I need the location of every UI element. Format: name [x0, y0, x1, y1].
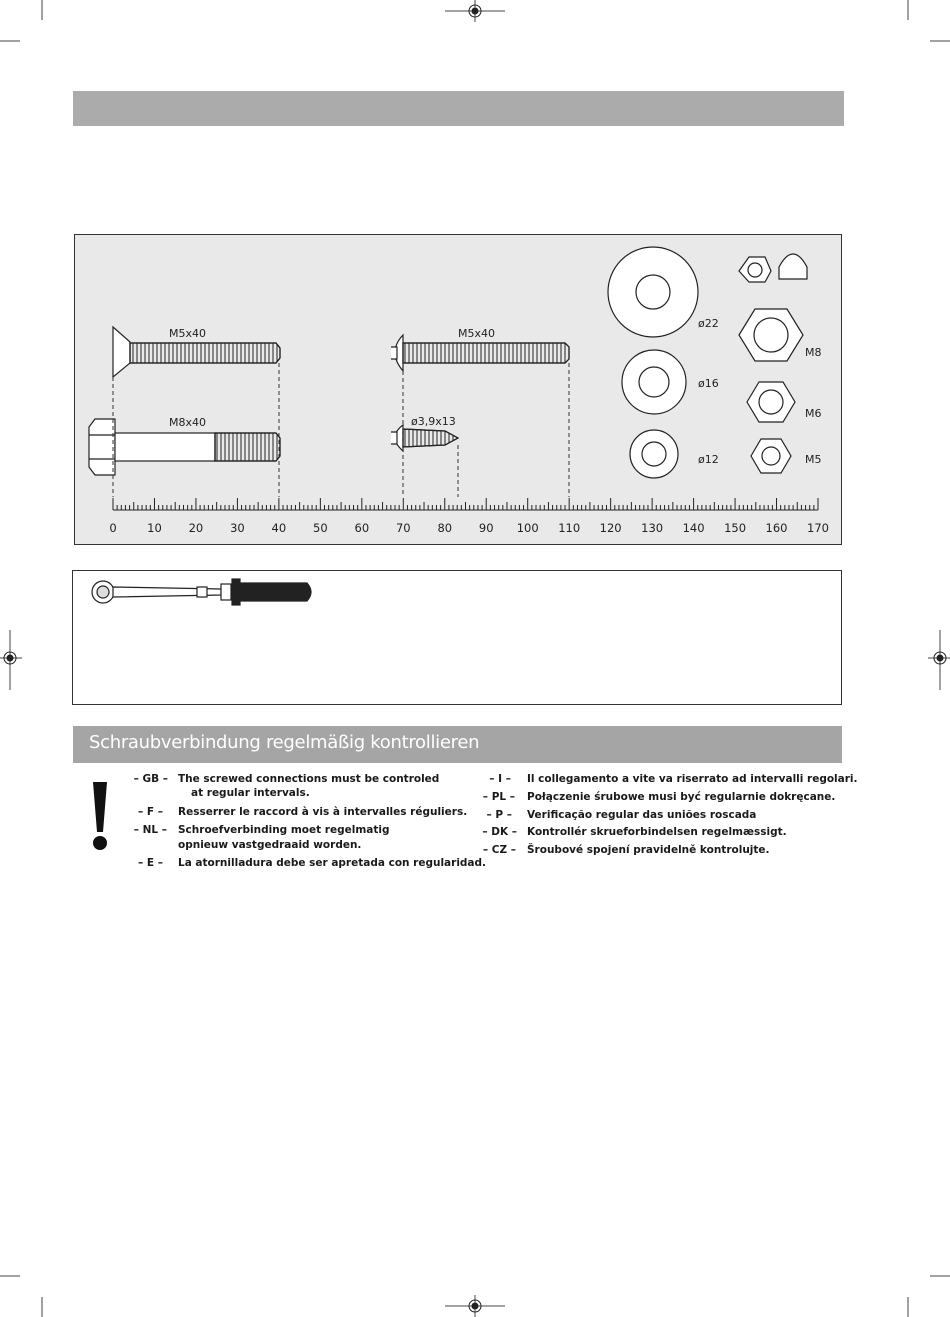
ruler — [113, 498, 818, 510]
washer-small — [630, 430, 678, 478]
ruler-tick-label: 150 — [724, 521, 747, 535]
instruction-text: The screwed connections must be controled — [178, 773, 440, 785]
label-round-head-screw: M5x40 — [458, 327, 495, 340]
ruler-tick-label: 50 — [313, 521, 328, 535]
hex-nut-m6 — [747, 382, 795, 422]
ruler-tick-label: 130 — [641, 521, 664, 535]
ruler-tick-label: 90 — [478, 521, 494, 535]
label-nut-m5: M5 — [805, 453, 822, 466]
lock-nut — [739, 257, 771, 282]
ruler-tick-label: 110 — [558, 521, 581, 535]
round-head-screw — [391, 335, 569, 371]
ruler-tick-label: 0 — [109, 521, 117, 535]
instruction-text: Resserrer le raccord à vis à intervalles réguliers. — [178, 806, 468, 818]
ruler-tick-label: 20 — [188, 521, 204, 535]
lang-code: – NL – — [133, 824, 167, 836]
header-band — [73, 91, 844, 126]
instruction-text: Il collegamento a vite va riserrato ad intervalli regolari. — [527, 773, 858, 785]
instruction-text: Schroefverbinding moet regelmatig — [178, 824, 390, 836]
lang-code: – GB – — [133, 773, 168, 785]
wood-screw — [391, 425, 458, 451]
instructions-right — [470, 772, 858, 872]
ruler-tick-label: 100 — [516, 521, 539, 535]
label-countersunk-screw: M5x40 — [169, 327, 206, 340]
instruction-text: La atornilladura debe ser apretada con regularidad. — [178, 857, 487, 869]
instruction-text-cont: at regular intervals. — [191, 787, 310, 799]
lang-code: – E – — [138, 857, 163, 869]
ruler-tick-label: 40 — [271, 521, 287, 535]
ruler-tick-label: 120 — [599, 521, 622, 535]
ruler-tick-label: 160 — [765, 521, 788, 535]
section-title: Schraubverbindung regelmäßig kontrollieren — [89, 732, 480, 753]
instructions-left — [100, 772, 487, 882]
label-washer-medium: ø16 — [698, 377, 719, 390]
ruler-tick-label: 140 — [682, 521, 705, 535]
ruler-tick-label: 80 — [437, 521, 453, 535]
ruler-tick-label: 30 — [230, 521, 245, 535]
instruction-text: Šroubové spojení pravidelně kontrolujte. — [527, 844, 770, 856]
guide-lines — [113, 363, 569, 497]
label-nut-m6: M6 — [805, 407, 822, 420]
ruler-tick-label: 170 — [807, 521, 829, 535]
torque-wrench-box — [72, 570, 842, 705]
label-washer-small: ø12 — [698, 453, 719, 466]
hardware-drawing — [75, 235, 843, 546]
section-header — [73, 726, 842, 763]
washer-large — [608, 247, 698, 337]
label-nut-m8: M8 — [805, 346, 822, 359]
hex-nut-m5 — [751, 439, 791, 473]
lang-code: – P – — [486, 809, 512, 821]
hex-nut-m8 — [739, 309, 803, 361]
label-wood-screw: ø3,9x13 — [411, 415, 456, 428]
lang-code: – CZ – — [482, 844, 516, 856]
lang-code: – I – — [489, 773, 511, 785]
instruction-text: Verificação regular das uniões roscada — [527, 809, 757, 821]
hardware-figure — [74, 234, 842, 545]
instruction-text-cont: opnieuw vastgedraaid worden. — [178, 839, 362, 851]
lang-code: – DK – — [482, 826, 517, 838]
torque-wrench-icon — [89, 575, 319, 609]
washer-medium — [622, 350, 686, 414]
label-washer-large: ø22 — [698, 317, 719, 330]
ruler-tick-label: 70 — [395, 521, 411, 535]
ruler-tick-label: 10 — [147, 521, 162, 535]
instruction-text: Połączenie śrubowe musi być regularnie dokręcane. — [527, 791, 836, 803]
lang-code: – F – — [138, 806, 163, 818]
ruler-tick-label: 60 — [354, 521, 370, 535]
instruction-text: Kontrollér skrueforbindelsen regelmæssigt. — [527, 826, 787, 838]
cap-nut — [779, 254, 807, 279]
lang-code: – PL – — [482, 791, 515, 803]
label-hex-bolt: M8x40 — [169, 416, 206, 429]
